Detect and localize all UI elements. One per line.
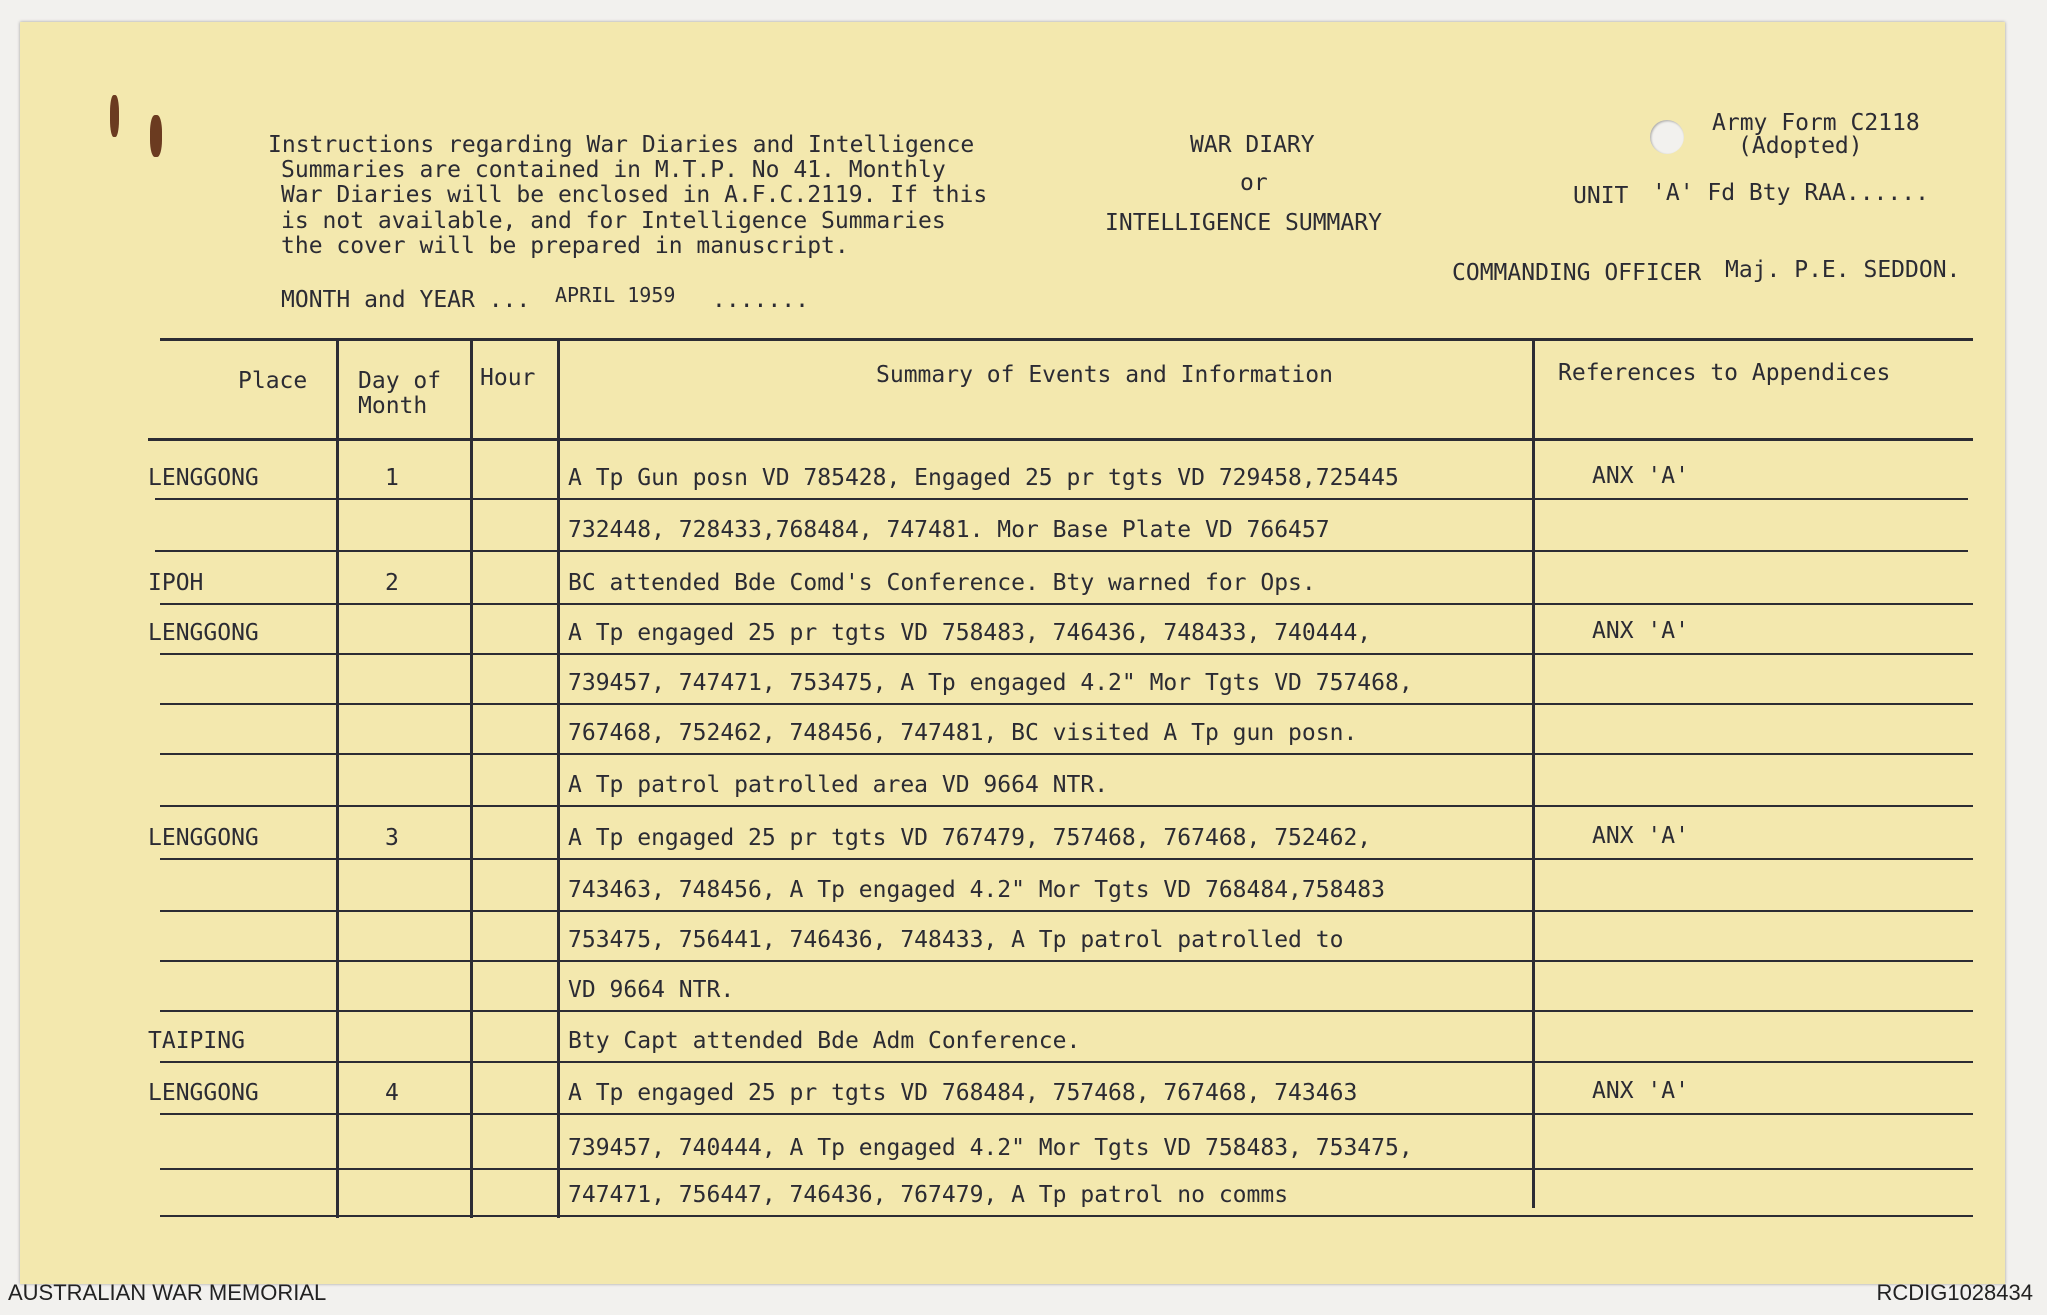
month-year-value: APRIL 1959 (555, 283, 676, 307)
instructions-line: Instructions regarding War Diaries and Intelligence (268, 132, 975, 158)
instructions-line: is not available, and for Intelligence Summaries (281, 208, 946, 234)
row-rule (160, 603, 1973, 605)
row-summary: 739457, 740444, A Tp engaged 4.2" Mor Tgts VD 758483, 753475, (568, 1135, 1413, 1161)
row-place: IPOH (148, 570, 204, 596)
instructions-line: Summaries are contained in M.T.P. No 41. Monthly (281, 157, 946, 183)
header-rule (148, 438, 1973, 441)
col-divider (470, 338, 473, 1218)
diary-subtitle: INTELLIGENCE SUMMARY (1105, 210, 1382, 236)
month-year-label: MONTH and YEAR ... (281, 287, 531, 313)
row-rule (160, 753, 1973, 755)
rust-stain (110, 95, 119, 137)
footer-archive-name: AUSTRALIAN WAR MEMORIAL (8, 1280, 327, 1305)
row-rule (160, 1113, 1973, 1115)
col-header-hour: Hour (480, 365, 536, 391)
row-reference: ANX 'A' (1592, 618, 1689, 644)
row-summary: A Tp patrol patrolled area VD 9664 NTR. (568, 772, 1109, 798)
row-summary: VD 9664 NTR. (568, 977, 735, 1003)
row-summary: A Tp engaged 25 pr tgts VD 758483, 746436, 748433, 740444, (568, 620, 1372, 646)
row-day: 1 (385, 465, 399, 491)
rust-stain (150, 115, 162, 157)
row-rule (160, 910, 1973, 912)
row-reference: ANX 'A' (1592, 1078, 1689, 1104)
row-rule (155, 498, 1968, 500)
col-divider (336, 338, 339, 1218)
row-place: LENGGONG (148, 1080, 259, 1106)
row-summary: Bty Capt attended Bde Adm Conference. (568, 1028, 1081, 1054)
footer-record-id: RCDIG1028434 (1876, 1280, 2033, 1305)
col-divider (557, 338, 560, 1218)
row-reference: ANX 'A' (1592, 823, 1689, 849)
form-adopted: (Adopted) (1738, 133, 1863, 159)
row-summary: 732448, 728433,768484, 747481. Mor Base Plate VD 766457 (568, 517, 1330, 543)
row-place: LENGGONG (148, 620, 259, 646)
col-header-place: Place (238, 368, 308, 394)
diary-title-or: or (1240, 170, 1268, 196)
row-rule (160, 960, 1973, 962)
row-summary: 747471, 756447, 746436, 767479, A Tp patrol no comms (568, 1182, 1289, 1208)
form-name: Army Form C2118 (1712, 110, 1920, 136)
instructions-line: War Diaries will be enclosed in A.F.C.2119. If this (281, 182, 988, 208)
row-summary: A Tp engaged 25 pr tgts VD 767479, 757468, 767468, 752462, (568, 825, 1372, 851)
row-day: 4 (385, 1080, 399, 1106)
row-day: 3 (385, 825, 399, 851)
diary-title: WAR DIARY (1190, 132, 1315, 158)
row-rule (160, 703, 1973, 705)
row-summary: 739457, 747471, 753475, A Tp engaged 4.2" Mor Tgts VD 757468, (568, 670, 1413, 696)
table-top-rule (160, 338, 1973, 341)
col-divider (1532, 338, 1535, 1208)
col-header-references: References to Appendices (1558, 360, 1891, 386)
row-place: LENGGONG (148, 465, 259, 491)
row-summary: 767468, 752462, 748456, 747481, BC visited A Tp gun posn. (568, 720, 1358, 746)
col-header-summary: Summary of Events and Information (876, 362, 1333, 388)
punch-hole (1650, 120, 1684, 154)
row-rule (160, 1168, 1973, 1170)
col-header-day: Day of (358, 368, 442, 394)
row-rule (160, 653, 1973, 655)
row-rule (155, 550, 1968, 552)
unit-value: 'A' Fd Bty RAA...... (1652, 180, 1929, 206)
row-place: LENGGONG (148, 825, 259, 851)
col-header-month: Month (358, 393, 428, 419)
row-rule (160, 1215, 1973, 1217)
instructions-line: the cover will be prepared in manuscript. (281, 233, 849, 259)
row-summary: A Tp engaged 25 pr tgts VD 768484, 757468, 767468, 743463 (568, 1080, 1358, 1106)
row-day: 2 (385, 570, 399, 596)
row-summary: 753475, 756441, 746436, 748433, A Tp patrol patrolled to (568, 927, 1344, 953)
row-rule (160, 1061, 1973, 1063)
row-reference: ANX 'A' (1592, 463, 1689, 489)
co-value: Maj. P.E. SEDDON. (1725, 257, 1961, 283)
row-summary: BC attended Bde Comd's Conference. Bty warned for Ops. (568, 570, 1316, 596)
row-place: TAIPING (148, 1028, 245, 1054)
month-year-dots: ....... (712, 287, 809, 313)
row-summary: 743463, 748456, A Tp engaged 4.2" Mor Tgts VD 768484,758483 (568, 877, 1385, 903)
row-rule (160, 1010, 1973, 1012)
unit-label: UNIT (1573, 183, 1629, 209)
row-rule (160, 805, 1973, 807)
row-summary: A Tp Gun posn VD 785428, Engaged 25 pr tgts VD 729458,725445 (568, 465, 1399, 491)
co-label: COMMANDING OFFICER (1452, 260, 1702, 286)
row-rule (160, 858, 1973, 860)
